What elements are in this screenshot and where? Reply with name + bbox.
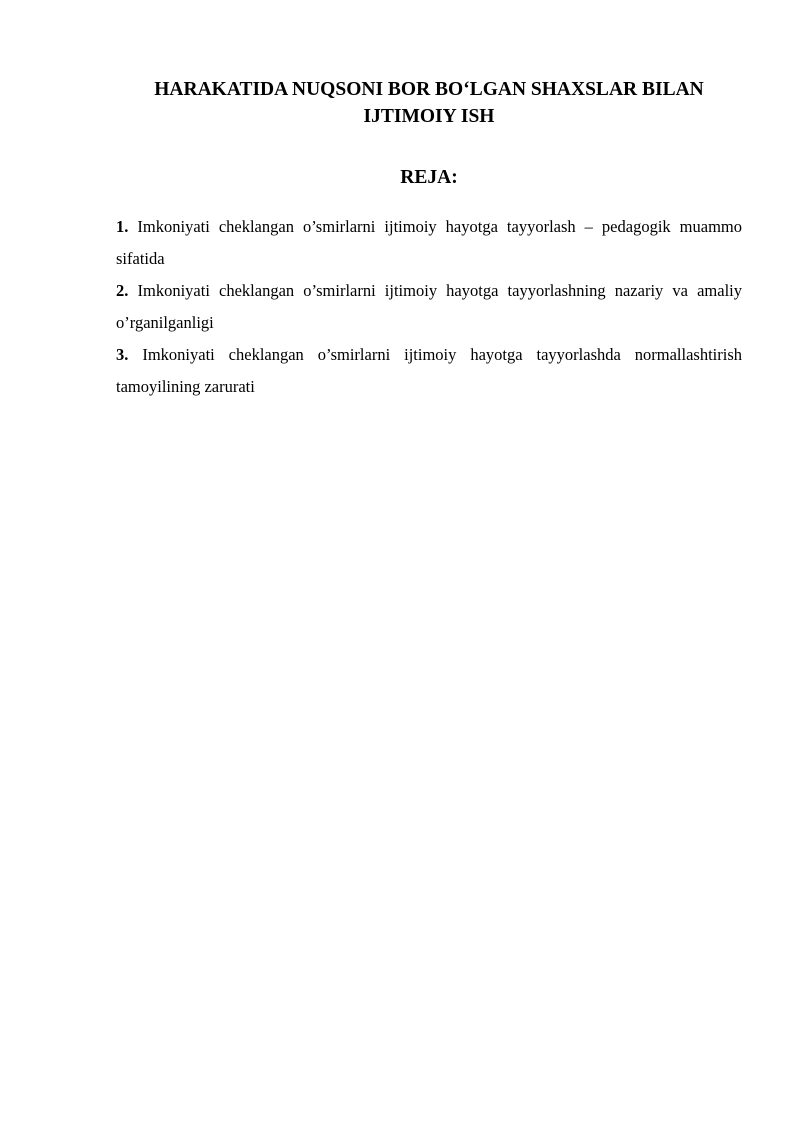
document-title-line-2: IJTIMOIY ISH: [363, 106, 495, 127]
plan-item-1: [116, 211, 742, 275]
plan-item-text: Imkoniyati cheklangan o’smirlarni ijtimoiy hayotga tayyorlashning nazariy va amaliy o’rganilganligi: [116, 281, 742, 332]
document-title-line-1: HARAKATIDA NUQSONI BOR BO‘LGAN SHAXSLAR BILAN: [154, 79, 704, 100]
plan-item-number: 3.: [116, 345, 129, 364]
plan-heading: REJA:: [400, 167, 458, 188]
plan-item-number: 1.: [116, 217, 129, 236]
plan-item-text: Imkoniyati cheklangan o’smirlarni ijtimoiy hayotga tayyorlashda normallashtirish tamoyilining zarurati: [116, 345, 742, 396]
document-title: [116, 76, 742, 130]
document-content: [116, 76, 742, 403]
plan-list: [116, 211, 742, 403]
plan-item-number: 2.: [116, 281, 129, 300]
plan-item-2: [116, 275, 742, 339]
plan-item-3: [116, 339, 742, 403]
plan-item-text: Imkoniyati cheklangan o’smirlarni ijtimoiy hayotga tayyorlash – pedagogik muammo sifatida: [116, 217, 743, 268]
